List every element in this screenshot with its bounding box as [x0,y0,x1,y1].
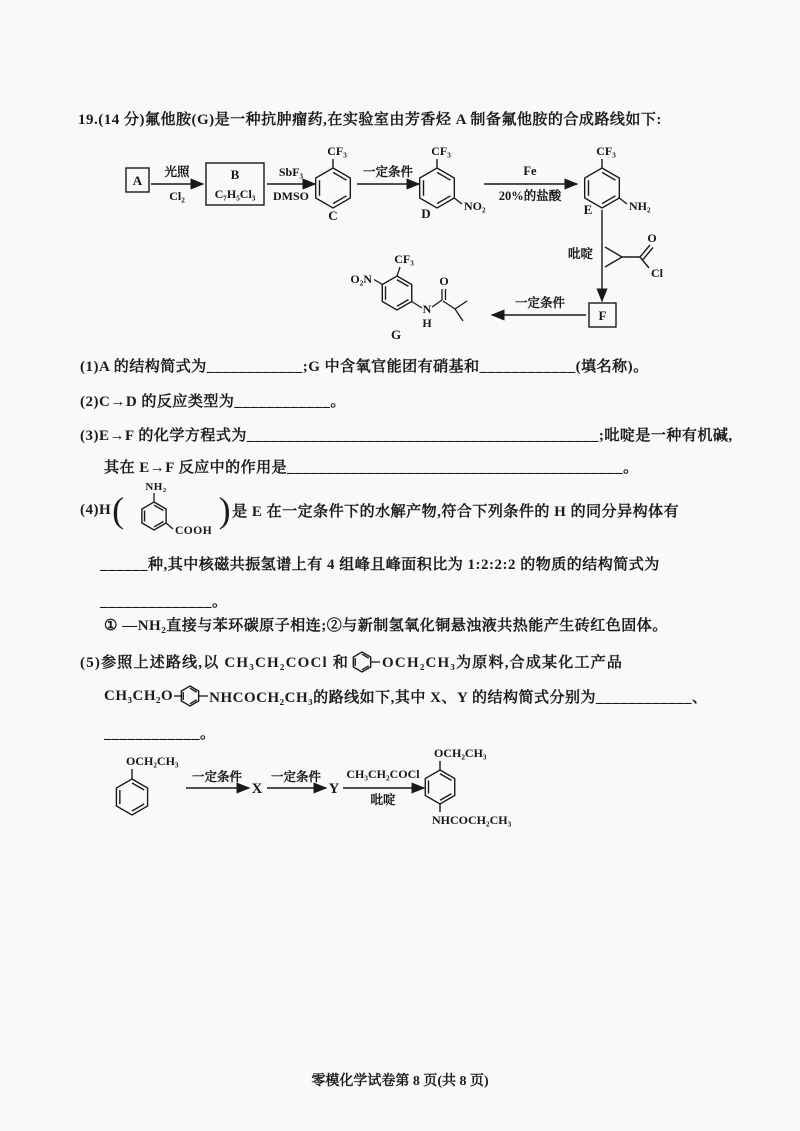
synthesis-scheme-2 [0,738,800,838]
question-3-line1: (3)E→F 的化学方程式为____________________________________________;吡啶是一种有机碱, [80,428,733,444]
condition-3-top: CH₃CH₂COCl [346,767,420,781]
carbonyl-o: O [647,231,657,245]
phenetole-reactant [116,754,179,815]
och2ch3-group: OCH₂CH₃ [126,754,179,768]
label-b: B [230,167,240,182]
carbonyl-o: O [439,274,449,288]
nh2-group: NH₂ [145,481,167,493]
acyl-cl: Cl [651,266,663,280]
question-5-line3: ____________。 [104,726,216,742]
synthesis-scheme-1 [0,130,800,345]
condition-fe: Fe [523,164,537,178]
q4-open-paren: ( [112,490,125,530]
compound-g [350,252,467,342]
label-x: X [251,781,263,797]
q5-line1-text-b: OCH₂CH₃为原料,合成某化工产品 [382,654,624,671]
amide-n: N [422,302,432,316]
question-5-line1 [80,648,623,674]
condition-cl2: Cl₂ [169,189,185,203]
label-d: D [421,206,431,221]
compound-c [316,144,351,223]
question-4-line2: ______种,其中核磁共振氢谱上有 4 组峰且峰面积比为 1:2:2:2 的物质的结构简式为 [100,557,660,573]
q5-line1-text-a: (5)参照上述路线,以 CH₃CH₂COCl 和 [80,654,350,671]
condition-dmso: DMSO [273,189,309,203]
o2n-group: O₂N [350,272,372,286]
condition-cd: 一定条件 [362,165,414,179]
q4-rest-text: 是 E 在一定条件下的水解产物,符合下列条件的 H 的同分异构体有 [232,503,680,520]
condition-fg: 一定条件 [514,296,566,310]
q5-line2-text-b: NHCOCH₂CH₃的路线如下,其中 X、Y 的结构简式分别为____________、 [209,689,708,706]
cooh-group: COOH [174,525,212,537]
benzene-ring-inline-para [174,683,208,709]
condition-pyridine: 吡啶 [567,247,593,261]
label-y: Y [328,781,340,797]
compound-e [584,144,651,217]
page-footer: 零模化学试卷第 8 页(共 8 页) [311,1074,489,1089]
isobutyryl-chloride [605,231,664,280]
nhcoch2ch3-group: NHCOCH₂CH₃ [432,813,512,827]
och2ch3-group: OCH₂CH₃ [434,746,487,760]
label-e: E [583,202,593,217]
condition-light: 光照 [164,165,190,179]
condition-sbf3: SbF₃ [278,165,304,179]
condition-hcl: 20%的盐酸 [498,189,562,203]
label-a: A [132,173,143,188]
benzene-ring-inline [350,648,381,674]
label-g: G [390,327,402,342]
cf3-group: CF₃ [596,144,616,158]
no2-group: NO₂ [464,199,486,213]
question-1: (1)A 的结构简式为____________;G 中含氧官能团有硝基和____________(填名称)。 [80,359,649,375]
question-title: 19.(14 分)氟他胺(G)是一种抗肿瘤药,在实验室由芳香烃 A 制备氟他胺的合成路线如下: [78,112,662,128]
compound-d [420,144,486,221]
cf3-group: CF₃ [431,144,451,158]
amide-h: H [422,316,432,330]
question-4-line1 [80,478,679,542]
q5-line2-text-a: CH₃CH₂O [104,687,174,704]
q4-lead-text: (4)H [80,501,112,518]
cf3-group: CF₃ [394,252,414,266]
condition-3-bottom: 吡啶 [370,793,396,807]
formula-c7h5cl3: C₇H₅Cl₃ [214,187,256,201]
question-4-line3: ______________。 [100,594,228,610]
condition-1: 一定条件 [191,770,243,784]
compound-h-structure [126,478,218,542]
q4-close-paren: ) [218,490,232,530]
question-5-line2 [104,683,708,709]
cf3-group: CF₃ [327,144,347,158]
product-structure [425,746,511,827]
question-2: (2)C→D 的反应类型为____________。 [80,394,346,410]
condition-2: 一定条件 [270,770,322,784]
label-c: C [328,208,338,223]
question-3-line2: 其在 E→F 反应中的作用是__________________________________________。 [104,460,639,476]
label-f: F [598,308,607,323]
nh2-group: NH₂ [629,199,651,213]
question-4-conditions: ① —NH₂直接与苯环碳原子相连;②与新制氢氧化铜悬浊液共热能产生砖红色固体。 [104,618,668,634]
